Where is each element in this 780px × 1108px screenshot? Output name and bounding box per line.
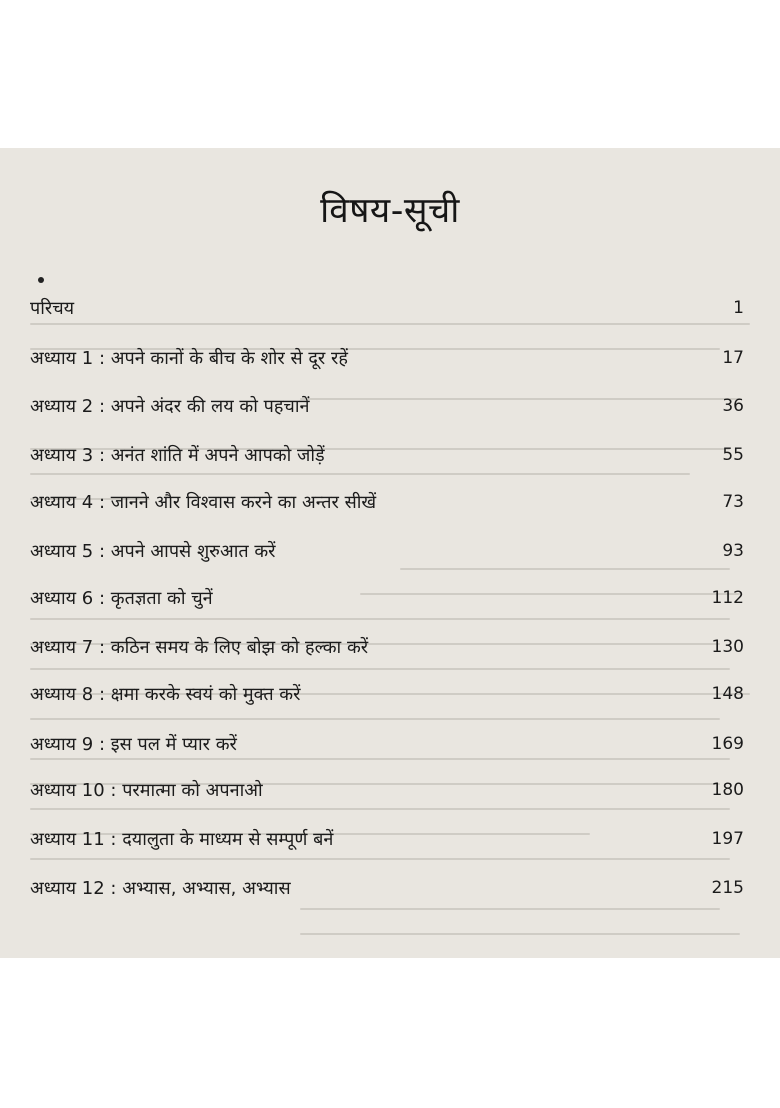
toc-entry-title: अध्याय 12 : अभ्यास, अभ्यास, अभ्यास xyxy=(30,878,291,899)
toc-entry xyxy=(30,775,744,805)
toc-entry-page: 169 xyxy=(711,734,744,754)
toc-entry xyxy=(30,293,744,323)
show-through-line xyxy=(30,808,730,810)
toc-entry-title: अध्याय 3 : अनंत शांति में अपने आपको जोड़ें xyxy=(30,445,325,466)
toc-entry-title: अध्याय 7 : कठिन समय के लिए बोझ को हल्का करें xyxy=(30,637,369,658)
show-through-line xyxy=(30,618,730,620)
toc-entry-page: 36 xyxy=(722,396,744,416)
toc-entry-page: 180 xyxy=(711,780,744,800)
toc-entry-title: अध्याय 8 : क्षमा करके स्वयं को मुक्त करें xyxy=(30,684,301,705)
toc-entry-page: 112 xyxy=(711,588,744,608)
toc-entry-title: अध्याय 6 : कृतज्ञता को चुनें xyxy=(30,588,213,609)
toc-entry-page: 73 xyxy=(722,492,744,512)
ink-dot xyxy=(38,277,44,283)
toc-entry-page: 17 xyxy=(722,348,744,368)
show-through-line xyxy=(30,473,690,475)
toc-entry-title: परिचय xyxy=(30,298,75,319)
show-through-line xyxy=(30,718,720,720)
show-through-line xyxy=(30,668,730,670)
toc-entry xyxy=(30,343,744,373)
toc-entry xyxy=(30,536,744,566)
show-through-line xyxy=(300,908,720,910)
toc-entry-page: 55 xyxy=(722,445,744,465)
toc-entry xyxy=(30,440,744,470)
show-through-line xyxy=(400,568,730,570)
toc-entry xyxy=(30,632,744,662)
toc-entry xyxy=(30,487,744,517)
toc-entry-page: 148 xyxy=(711,684,744,704)
toc-entry xyxy=(30,873,744,903)
toc-entry-title: अध्याय 5 : अपने आपसे शुरुआत करें xyxy=(30,541,276,562)
toc-entry-page: 1 xyxy=(733,298,744,318)
toc-entry-page: 215 xyxy=(711,878,744,898)
toc-entry xyxy=(30,729,744,759)
page-title: विषय-सूची xyxy=(320,191,460,231)
toc-entry xyxy=(30,679,744,709)
toc-entry xyxy=(30,583,744,613)
toc-entry-title: अध्याय 4 : जानने और विश्वास करने का अन्तर सीखें xyxy=(30,492,377,513)
toc-entry-title: अध्याय 1 : अपने कानों के बीच के शोर से दूर रहें xyxy=(30,348,348,369)
toc-entry-title: अध्याय 2 : अपने अंदर की लय को पहचानें xyxy=(30,396,310,417)
toc-entry-page: 197 xyxy=(711,829,744,849)
toc-entry-title: अध्याय 9 : इस पल में प्यार करें xyxy=(30,734,237,755)
show-through-line xyxy=(300,933,740,935)
show-through-line xyxy=(30,323,750,325)
toc-entry-page: 130 xyxy=(711,637,744,657)
toc-entry-title: अध्याय 10 : परमात्मा को अपनाओ xyxy=(30,780,263,801)
toc-entry-title: अध्याय 11 : दयालुता के माध्यम से सम्पूर्ण बनें xyxy=(30,829,334,850)
toc-entry-page: 93 xyxy=(722,541,744,561)
toc-entry xyxy=(30,824,744,854)
show-through-line xyxy=(30,858,730,860)
toc-entry xyxy=(30,391,744,421)
book-page xyxy=(0,148,780,958)
